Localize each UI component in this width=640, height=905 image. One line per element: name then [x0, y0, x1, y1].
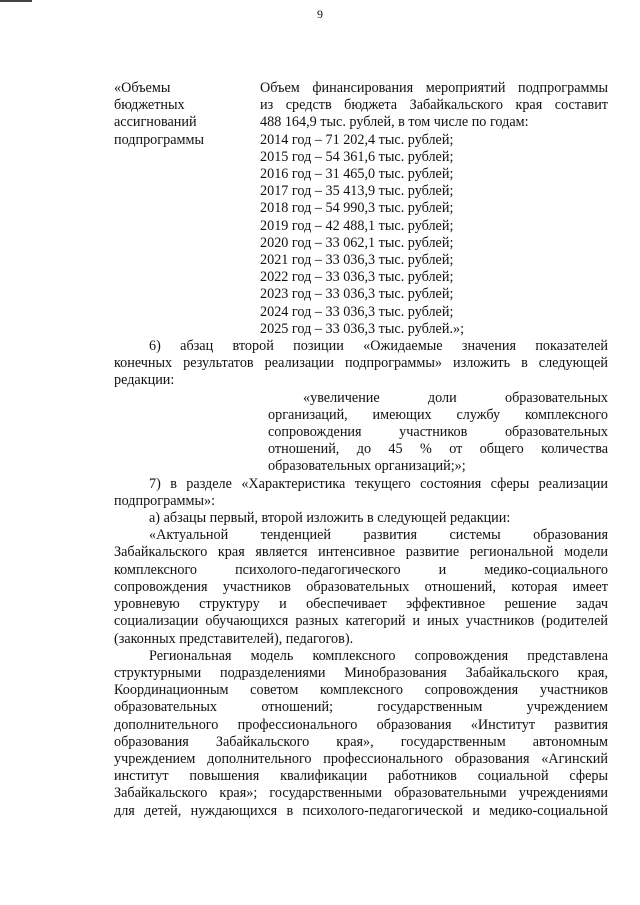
item-7-line: 7) в разделе «Характеристика текущего состояния сферы реализации: [149, 475, 608, 492]
paragraph-2-line: структурными подразделениями Минобразования Забайкальского края,: [114, 664, 608, 681]
paragraph-1-line: социализации обучающихся разных категорий и иных участников (родителей: [114, 613, 608, 630]
item-6-line: конечных результатов реализации подпрограммы» изложить в следующей: [114, 355, 608, 372]
quote-6-line: «увеличение доли образовательных: [303, 389, 608, 406]
paragraph-2: [114, 648, 608, 820]
paragraph-1-line: сопровождения участников образовательных отношений, которая имеет: [114, 578, 608, 595]
item-6-line: 6) абзац второй позиции «Ожидаемые значения показателей: [149, 338, 608, 355]
financing-intro-line: Объем финансирования мероприятий подпрограммы: [260, 80, 608, 96]
paragraph-2-line: Региональная модель комплексного сопровождения представлена: [149, 647, 608, 664]
paragraph-2-line: дополнительного профессионального образования «Институт развития: [114, 716, 608, 733]
item-7-line: подпрограммы»:: [114, 492, 216, 509]
paragraph-1-line: уровневую структуру и обеспечивает эффективное решение задач: [114, 596, 608, 613]
quote-6: [268, 390, 608, 476]
page-number: 9: [317, 7, 323, 21]
paragraph-1: [114, 527, 608, 647]
paragraph-1-line: комплексного психолого-педагогического и медико-социального: [114, 561, 608, 578]
scan-edge-mark: [0, 0, 32, 2]
year-amount: 2017 год – 35 413,9 тыс. рублей;: [260, 183, 454, 200]
document-body: [114, 80, 608, 820]
paragraph-2-line: учреждением дополнительного профессионального образования «Агинский: [114, 750, 608, 767]
financing-intro-line: 488 164,9 тыс. рублей, в том числе по годам:: [260, 114, 529, 131]
year-amount: 2023 год – 33 036,3 тыс. рублей;: [260, 286, 454, 303]
year-amount: 2021 год – 33 036,3 тыс. рублей;: [260, 252, 454, 269]
year-amount: 2019 год – 42 488,1 тыс. рублей;: [260, 217, 454, 234]
table-right-column: [260, 80, 608, 338]
table-left-line: подпрограммы: [114, 131, 204, 148]
paragraph-1-line: «Актуальной тенденцией развития системы образования: [149, 527, 608, 544]
quote-6-line: отношений, до 45 % от общего количества: [268, 441, 608, 458]
year-amount: 2025 год – 33 036,3 тыс. рублей.»;: [260, 320, 465, 337]
paragraph-2-line: для детей, нуждающихся в психолого-педагогической и медико-социальной: [114, 802, 608, 819]
paragraph-1-line: (законных представителей), педагогов).: [114, 630, 354, 647]
item-7: [114, 476, 608, 510]
financing-table: [114, 80, 608, 338]
quote-6-line: образовательных организаций;»;: [268, 458, 466, 475]
year-amount: 2015 год – 54 361,6 тыс. рублей;: [260, 148, 454, 165]
table-left-line: «Объемы: [114, 80, 171, 96]
paragraph-2-line: институт повышения квалификации работников социальной сферы: [114, 768, 608, 785]
paragraph-2-line: Координационным советом комплексного сопровождения участников: [114, 682, 608, 699]
paragraph-1-line: Забайкальского края является интенсивное развитие региональной модели: [114, 544, 608, 561]
paragraph-2-line: Забайкальского края»; государственными образовательными учреждениями: [114, 785, 608, 802]
year-amount: 2014 год – 71 202,4 тыс. рублей;: [260, 131, 454, 148]
quote-6-line: организаций, имеющих службу комплексного: [268, 406, 608, 423]
paragraph-2-line: образования Забайкальского края», государственным автономным: [114, 733, 608, 750]
item-6: [114, 338, 608, 390]
table-left-line: ассигнований: [114, 114, 197, 131]
paragraph-2-line: образовательных отношений; государственным учреждением: [114, 699, 608, 716]
item-7a: а) абзацы первый, второй изложить в следующей редакции:: [149, 510, 511, 527]
year-amount: 2016 год – 31 465,0 тыс. рублей;: [260, 166, 454, 183]
year-amount: 2020 год – 33 062,1 тыс. рублей;: [260, 234, 454, 251]
financing-intro-line: из средств бюджета Забайкальского края составит: [260, 97, 608, 114]
year-amount: 2018 год – 54 990,3 тыс. рублей;: [260, 200, 454, 217]
quote-6-line: сопровождения участников образовательных: [268, 424, 608, 441]
table-left-line: бюджетных: [114, 97, 185, 114]
year-amount: 2024 год – 33 036,3 тыс. рублей;: [260, 303, 454, 320]
year-amount: 2022 год – 33 036,3 тыс. рублей;: [260, 269, 454, 286]
table-left-column: [114, 80, 260, 338]
item-6-line: редакции:: [114, 372, 175, 389]
